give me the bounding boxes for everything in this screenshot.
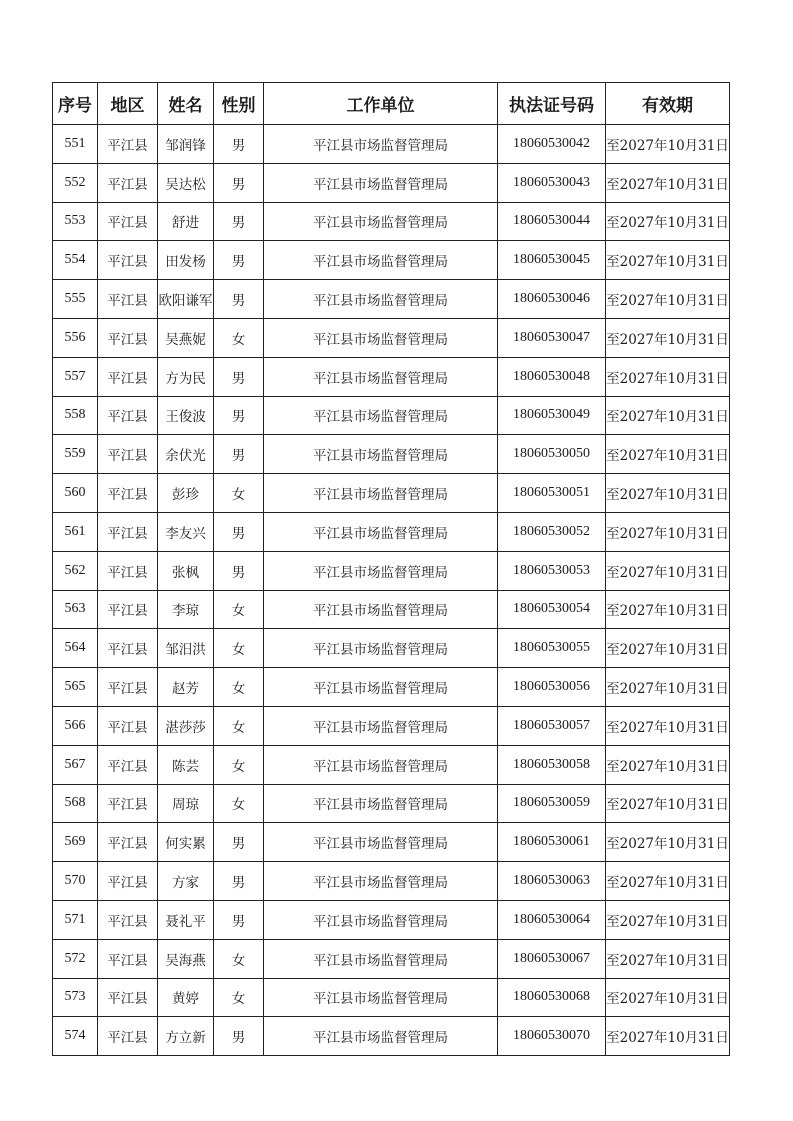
valid-until-cell: 至2027年10月31日: [606, 1017, 730, 1056]
table-row: [53, 357, 730, 396]
region-cell: 平江县: [98, 202, 158, 241]
name-cell: 余伏光: [158, 435, 214, 474]
certificate-number-cell: 18060530068: [498, 978, 606, 1017]
table-row: [53, 978, 730, 1017]
certificate-number-cell: 18060530057: [498, 706, 606, 745]
work-unit-cell: 平江县市场监督管理局: [264, 435, 498, 474]
name-cell: 吴燕妮: [158, 318, 214, 357]
work-unit-cell: 平江县市场监督管理局: [264, 357, 498, 396]
valid-until-cell: 至2027年10月31日: [606, 978, 730, 1017]
table-row: [53, 125, 730, 164]
valid-until-cell: 至2027年10月31日: [606, 396, 730, 435]
gender-cell: 男: [214, 862, 264, 901]
certificate-number-cell: 18060530044: [498, 202, 606, 241]
name-cell: 方家: [158, 862, 214, 901]
table-row: [53, 706, 730, 745]
name-cell: 湛莎莎: [158, 706, 214, 745]
table-row: [53, 900, 730, 939]
valid-until-cell: 至2027年10月31日: [606, 823, 730, 862]
region-cell: 平江县: [98, 357, 158, 396]
name-cell: 聂礼平: [158, 900, 214, 939]
table-row: [53, 784, 730, 823]
region-cell: 平江县: [98, 125, 158, 164]
work-unit-cell: 平江县市场监督管理局: [264, 862, 498, 901]
serial-number-cell: 564: [53, 629, 98, 668]
valid-until-cell: 至2027年10月31日: [606, 668, 730, 707]
valid-until-cell: 至2027年10月31日: [606, 318, 730, 357]
header-certificate-number: 执法证号码: [498, 83, 606, 125]
valid-until-cell: 至2027年10月31日: [606, 512, 730, 551]
serial-number-cell: 554: [53, 241, 98, 280]
certificate-number-cell: 18060530054: [498, 590, 606, 629]
serial-number-cell: 560: [53, 474, 98, 513]
region-cell: 平江县: [98, 629, 158, 668]
region-cell: 平江县: [98, 939, 158, 978]
certificate-number-cell: 18060530047: [498, 318, 606, 357]
gender-cell: 女: [214, 318, 264, 357]
gender-cell: 男: [214, 435, 264, 474]
name-cell: 吴达松: [158, 163, 214, 202]
gender-cell: 女: [214, 668, 264, 707]
serial-number-cell: 570: [53, 862, 98, 901]
valid-until-cell: 至2027年10月31日: [606, 280, 730, 319]
work-unit-cell: 平江县市场监督管理局: [264, 125, 498, 164]
valid-until-cell: 至2027年10月31日: [606, 706, 730, 745]
name-cell: 方为民: [158, 357, 214, 396]
region-cell: 平江县: [98, 900, 158, 939]
header-valid-until: 有效期: [606, 83, 730, 125]
gender-cell: 男: [214, 823, 264, 862]
work-unit-cell: 平江县市场监督管理局: [264, 784, 498, 823]
name-cell: 李琼: [158, 590, 214, 629]
gender-cell: 男: [214, 900, 264, 939]
valid-until-cell: 至2027年10月31日: [606, 629, 730, 668]
name-cell: 李友兴: [158, 512, 214, 551]
work-unit-cell: 平江县市场监督管理局: [264, 900, 498, 939]
gender-cell: 女: [214, 745, 264, 784]
valid-until-cell: 至2027年10月31日: [606, 784, 730, 823]
gender-cell: 男: [214, 280, 264, 319]
gender-cell: 女: [214, 784, 264, 823]
work-unit-cell: 平江县市场监督管理局: [264, 823, 498, 862]
region-cell: 平江县: [98, 551, 158, 590]
officer-roster-table: [52, 82, 730, 1056]
table-row: [53, 241, 730, 280]
table-row: [53, 629, 730, 668]
serial-number-cell: 561: [53, 512, 98, 551]
serial-number-cell: 559: [53, 435, 98, 474]
name-cell: 张枫: [158, 551, 214, 590]
serial-number-cell: 558: [53, 396, 98, 435]
region-cell: 平江县: [98, 474, 158, 513]
region-cell: 平江县: [98, 590, 158, 629]
valid-until-cell: 至2027年10月31日: [606, 125, 730, 164]
region-cell: 平江县: [98, 318, 158, 357]
gender-cell: 男: [214, 512, 264, 551]
table-row: [53, 939, 730, 978]
work-unit-cell: 平江县市场监督管理局: [264, 241, 498, 280]
region-cell: 平江县: [98, 396, 158, 435]
serial-number-cell: 568: [53, 784, 98, 823]
table-row: [53, 551, 730, 590]
valid-until-cell: 至2027年10月31日: [606, 241, 730, 280]
certificate-number-cell: 18060530055: [498, 629, 606, 668]
name-cell: 彭珍: [158, 474, 214, 513]
region-cell: 平江县: [98, 668, 158, 707]
gender-cell: 男: [214, 163, 264, 202]
table-body: [53, 125, 730, 1056]
gender-cell: 男: [214, 202, 264, 241]
work-unit-cell: 平江县市场监督管理局: [264, 1017, 498, 1056]
gender-cell: 男: [214, 125, 264, 164]
region-cell: 平江县: [98, 1017, 158, 1056]
certificate-number-cell: 18060530053: [498, 551, 606, 590]
serial-number-cell: 552: [53, 163, 98, 202]
valid-until-cell: 至2027年10月31日: [606, 474, 730, 513]
table-row: [53, 745, 730, 784]
gender-cell: 男: [214, 1017, 264, 1056]
work-unit-cell: 平江县市场监督管理局: [264, 551, 498, 590]
valid-until-cell: 至2027年10月31日: [606, 435, 730, 474]
table-row: [53, 474, 730, 513]
name-cell: 邹汨洪: [158, 629, 214, 668]
work-unit-cell: 平江县市场监督管理局: [264, 280, 498, 319]
certificate-number-cell: 18060530063: [498, 862, 606, 901]
region-cell: 平江县: [98, 435, 158, 474]
table-row: [53, 823, 730, 862]
table-row: [53, 590, 730, 629]
certificate-number-cell: 18060530070: [498, 1017, 606, 1056]
table-row: [53, 202, 730, 241]
work-unit-cell: 平江县市场监督管理局: [264, 474, 498, 513]
table-row: [53, 862, 730, 901]
header-row: [53, 83, 730, 125]
gender-cell: 男: [214, 551, 264, 590]
work-unit-cell: 平江县市场监督管理局: [264, 668, 498, 707]
serial-number-cell: 557: [53, 357, 98, 396]
name-cell: 黄婷: [158, 978, 214, 1017]
gender-cell: 女: [214, 474, 264, 513]
work-unit-cell: 平江县市场监督管理局: [264, 939, 498, 978]
header-gender: 性别: [214, 83, 264, 125]
work-unit-cell: 平江县市场监督管理局: [264, 590, 498, 629]
certificate-number-cell: 18060530051: [498, 474, 606, 513]
certificate-number-cell: 18060530046: [498, 280, 606, 319]
valid-until-cell: 至2027年10月31日: [606, 939, 730, 978]
serial-number-cell: 566: [53, 706, 98, 745]
work-unit-cell: 平江县市场监督管理局: [264, 163, 498, 202]
name-cell: 田发杨: [158, 241, 214, 280]
certificate-number-cell: 18060530056: [498, 668, 606, 707]
serial-number-cell: 555: [53, 280, 98, 319]
valid-until-cell: 至2027年10月31日: [606, 900, 730, 939]
table-row: [53, 318, 730, 357]
table-row: [53, 1017, 730, 1056]
table-row: [53, 163, 730, 202]
name-cell: 何实累: [158, 823, 214, 862]
serial-number-cell: 565: [53, 668, 98, 707]
name-cell: 欧阳谦军: [158, 280, 214, 319]
work-unit-cell: 平江县市场监督管理局: [264, 396, 498, 435]
table-row: [53, 435, 730, 474]
valid-until-cell: 至2027年10月31日: [606, 590, 730, 629]
work-unit-cell: 平江县市场监督管理局: [264, 202, 498, 241]
region-cell: 平江县: [98, 745, 158, 784]
certificate-number-cell: 18060530042: [498, 125, 606, 164]
region-cell: 平江县: [98, 241, 158, 280]
header-name: 姓名: [158, 83, 214, 125]
certificate-number-cell: 18060530045: [498, 241, 606, 280]
serial-number-cell: 573: [53, 978, 98, 1017]
serial-number-cell: 574: [53, 1017, 98, 1056]
serial-number-cell: 563: [53, 590, 98, 629]
gender-cell: 男: [214, 396, 264, 435]
table-row: [53, 668, 730, 707]
region-cell: 平江县: [98, 280, 158, 319]
certificate-number-cell: 18060530064: [498, 900, 606, 939]
work-unit-cell: 平江县市场监督管理局: [264, 318, 498, 357]
certificate-number-cell: 18060530049: [498, 396, 606, 435]
work-unit-cell: 平江县市场监督管理局: [264, 629, 498, 668]
serial-number-cell: 556: [53, 318, 98, 357]
valid-until-cell: 至2027年10月31日: [606, 551, 730, 590]
gender-cell: 女: [214, 706, 264, 745]
name-cell: 吴海燕: [158, 939, 214, 978]
valid-until-cell: 至2027年10月31日: [606, 202, 730, 241]
name-cell: 方立新: [158, 1017, 214, 1056]
valid-until-cell: 至2027年10月31日: [606, 862, 730, 901]
valid-until-cell: 至2027年10月31日: [606, 163, 730, 202]
work-unit-cell: 平江县市场监督管理局: [264, 745, 498, 784]
certificate-number-cell: 18060530067: [498, 939, 606, 978]
region-cell: 平江县: [98, 978, 158, 1017]
work-unit-cell: 平江县市场监督管理局: [264, 706, 498, 745]
valid-until-cell: 至2027年10月31日: [606, 357, 730, 396]
region-cell: 平江县: [98, 862, 158, 901]
certificate-number-cell: 18060530048: [498, 357, 606, 396]
gender-cell: 女: [214, 939, 264, 978]
serial-number-cell: 569: [53, 823, 98, 862]
table-row: [53, 512, 730, 551]
name-cell: 舒进: [158, 202, 214, 241]
certificate-number-cell: 18060530052: [498, 512, 606, 551]
serial-number-cell: 562: [53, 551, 98, 590]
region-cell: 平江县: [98, 784, 158, 823]
header-region: 地区: [98, 83, 158, 125]
serial-number-cell: 551: [53, 125, 98, 164]
certificate-number-cell: 18060530050: [498, 435, 606, 474]
certificate-number-cell: 18060530061: [498, 823, 606, 862]
serial-number-cell: 567: [53, 745, 98, 784]
region-cell: 平江县: [98, 823, 158, 862]
region-cell: 平江县: [98, 163, 158, 202]
work-unit-cell: 平江县市场监督管理局: [264, 978, 498, 1017]
region-cell: 平江县: [98, 706, 158, 745]
valid-until-cell: 至2027年10月31日: [606, 745, 730, 784]
header-work-unit: 工作单位: [264, 83, 498, 125]
gender-cell: 男: [214, 357, 264, 396]
header-serial-number: 序号: [53, 83, 98, 125]
name-cell: 邹润锋: [158, 125, 214, 164]
name-cell: 赵芳: [158, 668, 214, 707]
name-cell: 周琼: [158, 784, 214, 823]
name-cell: 王俊波: [158, 396, 214, 435]
gender-cell: 女: [214, 629, 264, 668]
serial-number-cell: 571: [53, 900, 98, 939]
serial-number-cell: 572: [53, 939, 98, 978]
gender-cell: 女: [214, 978, 264, 1017]
name-cell: 陈芸: [158, 745, 214, 784]
certificate-number-cell: 18060530058: [498, 745, 606, 784]
gender-cell: 女: [214, 590, 264, 629]
table-row: [53, 396, 730, 435]
certificate-number-cell: 18060530059: [498, 784, 606, 823]
certificate-number-cell: 18060530043: [498, 163, 606, 202]
region-cell: 平江县: [98, 512, 158, 551]
gender-cell: 男: [214, 241, 264, 280]
serial-number-cell: 553: [53, 202, 98, 241]
work-unit-cell: 平江县市场监督管理局: [264, 512, 498, 551]
table-row: [53, 280, 730, 319]
